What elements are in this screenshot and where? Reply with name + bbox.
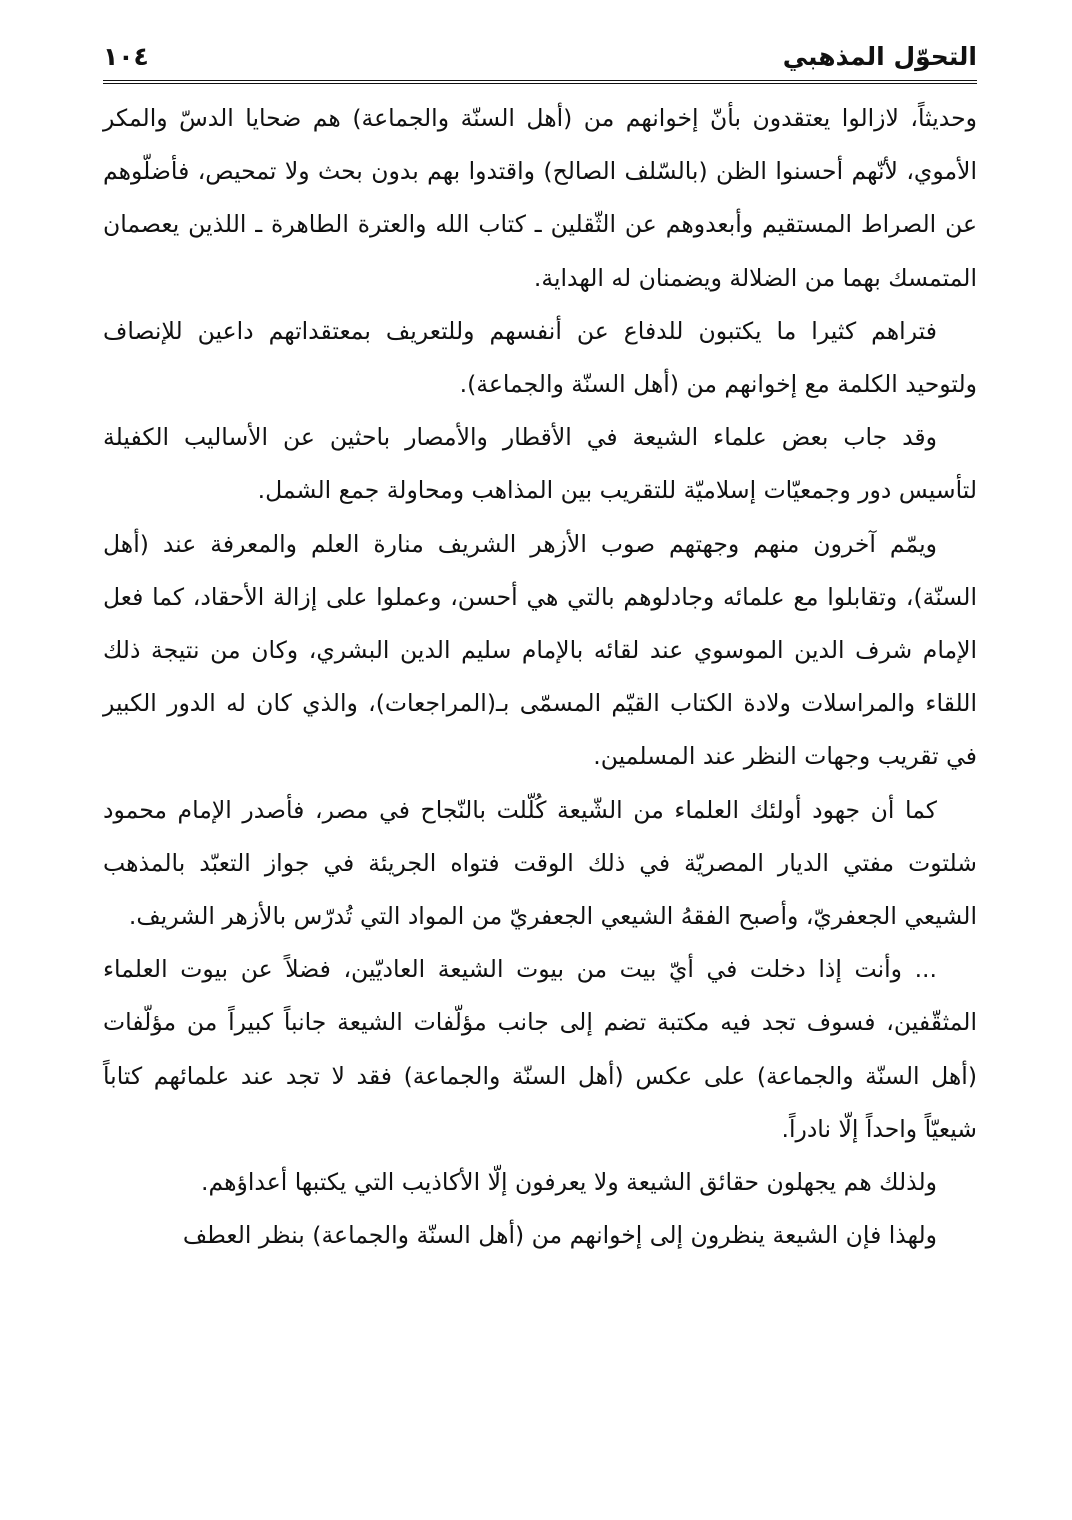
paragraph: وقد جاب بعض علماء الشيعة في الأقطار والأمصار باحثين عن الأساليب الكفيلة لتأسيس دور وجمعيّات إسلاميّة للتقريب بين المذاهب ومحاولة جمع الشمل. [103, 423, 977, 505]
page-header [103, 34, 977, 80]
paragraph: ويمّم آخرون منهم وجهتهم صوب الأزهر الشريف منارة العلم والمعرفة عند (أهل السنّة)، وتقابلوا مع علمائه وجادلوهم بالتي هي أحسن، وعملوا على إزالة الأحقاد، كما فعل الإمام شرف الدين الموسوي عند لقائه بالإمام سليم الدين البشري، وكان من نتيجة ذلك اللقاء والمراسلات ولادة الكتاب القيّم المسمّى بـ(المراجعات)، والذي كان له الدور الكبير في تقريب وجهات النظر عند المسلمين. [103, 529, 977, 771]
paragraph: ولهذا فإن الشيعة ينظرون إلى إخوانهم من (أهل السنّة والجماعة) بنظر العطف [182, 1221, 937, 1250]
paragraph: ولذلك هم يجهلون حقائق الشيعة ولا يعرفون إلّا الأكاذيب التي يكتبها أعداؤهم. [201, 1168, 937, 1197]
paragraph: وحديثاً، لازالوا يعتقدون بأنّ إخوانهم من (أهل السنّة والجماعة) هم ضحايا الدسّ والمكر الأموي، لأنّهم أحسنوا الظن (بالسّلف الصالح) واقتدوا بهم بدون بحث ولا تمحيص، فأضلّوهم عن الصراط المستقيم وأبعدوهم عن الثّقلين ـ كتاب الله والعترة الطاهرة ـ اللذين يعصمان المتمسك بهما من الضلالة ويضمنان له الهداية. [103, 104, 977, 292]
page-number: ١٠٤ [103, 42, 149, 71]
body-text [103, 92, 977, 1262]
paragraph: ... وأنت إذا دخلت في أيّ بيت من بيوت الشيعة العاديّين، فضلاً عن بيوت العلماء المثقّفين، فسوف تجد فيه مكتبة تضم إلى جانب مؤلّفات الشيعة جانباً كبيراً من مؤلّفات (أهل السنّة والجماعة) على عكس (أهل السنّة والجماعة) فقد لا تجد عند علمائهم كتاباً شيعيّاً واحداً إلّا نادراً. [103, 955, 977, 1143]
header-rule [103, 80, 977, 84]
running-title: التحوّل المذهبي [782, 42, 977, 71]
paragraph: كما أن جهود أولئك العلماء من الشّيعة كُلّلت بالنّجاح في مصر، فأصدر الإمام محمود شلتوت مفتي الديار المصريّة في ذلك الوقت فتواه الجريئة في جواز التعبّد بالمذهب الشيعي الجعفريّ، وأصبح الفقهُ الشيعي الجعفريّ من المواد التي تُدرّس بالأزهر الشريف. [103, 795, 977, 931]
paragraph: فتراهم كثيرا ما يكتبون للدفاع عن أنفسهم وللتعريف بمعتقداتهم داعين للإنصاف ولتوحيد الكلمة مع إخوانهم من (أهل السنّة والجماعة). [103, 316, 977, 399]
